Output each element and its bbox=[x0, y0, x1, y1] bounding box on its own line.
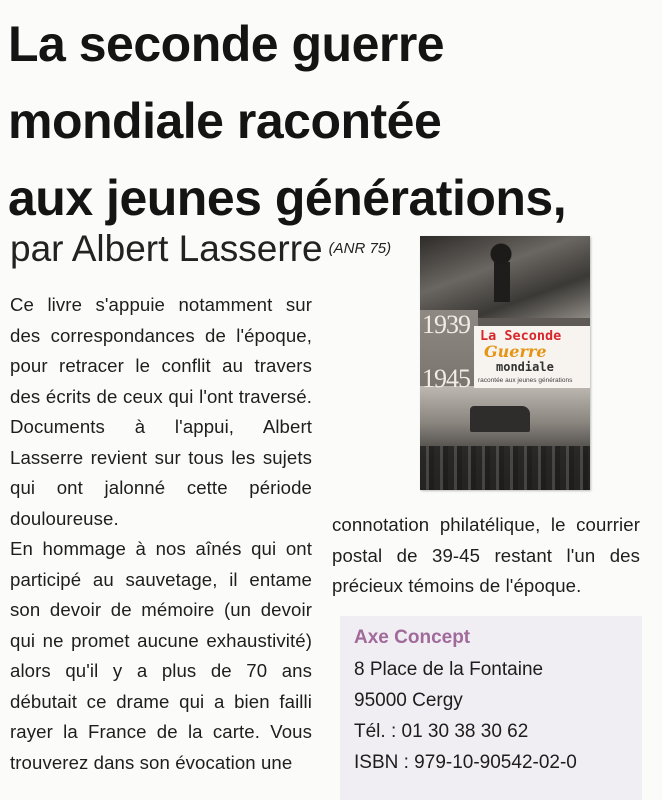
publisher-phone: Tél. : 01 30 38 30 62 bbox=[354, 721, 529, 742]
cover-photo-top bbox=[420, 236, 590, 318]
publisher-name: Axe Concept bbox=[354, 627, 471, 648]
title-line-1: La seconde guerre bbox=[8, 16, 445, 72]
publisher-city: 95000 Cergy bbox=[354, 690, 463, 711]
cover-photo-bottom bbox=[420, 386, 590, 490]
title-line-2: mondiale racontée bbox=[8, 93, 442, 149]
author-reference: (ANR 75) bbox=[328, 240, 392, 257]
byline bbox=[10, 226, 391, 272]
paragraph-2-continued: connotation philatélique, le courrier postal de 39-45 restant l'un des précieux témoins de l'époque. bbox=[332, 514, 640, 596]
paragraph-1: Ce livre s'appuie notamment sur des correspondances de l'époque, pour retracer le conflit au travers des écrits de ceux qui l'ont traversé. Documents à l'appui, Albert Lasserre revient sur tous les sujets qui ont jalonné cette période douloureuse. bbox=[10, 294, 312, 529]
article-column-right bbox=[332, 510, 640, 602]
cover-title-line-2: Guerre bbox=[484, 342, 547, 361]
article-title bbox=[8, 6, 658, 237]
title-line-3: aux jeunes générations, bbox=[8, 170, 567, 226]
paragraph-2: En hommage à nos aînés qui ont participé au sauvetage, il entame son devoir de mémoire (un devoir qui ne promet aucune exhaustivité) alors qu'il y a plus de 70 ans débutait ce drame qui a bien failli rayer la France de la carte. Vous trouverez dans son évocation une bbox=[10, 538, 312, 773]
publisher-contact-box bbox=[340, 616, 642, 800]
book-isbn: ISBN : 979-10-90542-02-0 bbox=[354, 752, 577, 773]
article-column-left bbox=[10, 290, 312, 778]
publisher-address: 8 Place de la Fontaine bbox=[354, 659, 544, 680]
author-name: par Albert Lasserre bbox=[10, 228, 323, 269]
book-cover-image bbox=[420, 236, 590, 490]
cover-title-line-1: La Seconde bbox=[480, 328, 562, 344]
cover-subtitle: racontée aux jeunes générations bbox=[478, 377, 573, 384]
cover-year-start: 1939 bbox=[422, 310, 470, 339]
cover-title-line-3: mondiale bbox=[496, 360, 554, 374]
cover-year-end: 1945 bbox=[422, 364, 470, 393]
